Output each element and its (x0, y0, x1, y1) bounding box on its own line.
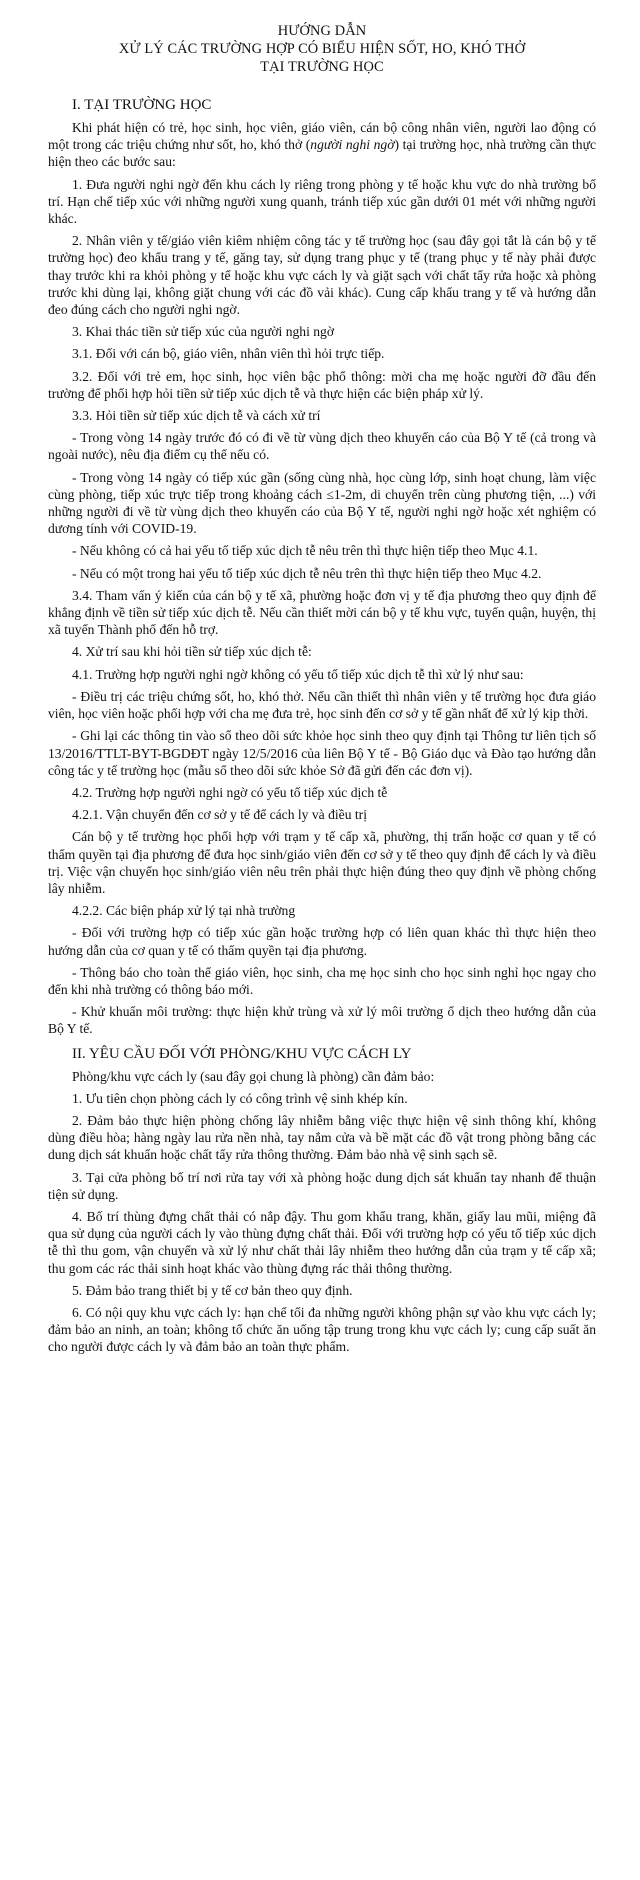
intro-text-b: ) tại trường học, nhà trường cần thực hiện theo các bước sau: (48, 137, 596, 170)
intro-text-a: Khi phát hiện có trẻ, học sinh, học viên, giáo viên, cán bộ công nhân viên, người lao động có một trong các triệu chứng như sốt, ho, khó thở ( (48, 120, 596, 153)
paragraph-4: 4. Xử trí sau khi hỏi tiền sử tiếp xúc dịch tễ: (72, 644, 312, 660)
section-2-paragraph-2: 2. Đảm bảo thực hiện phòng chống lây nhiễm bằng việc thực hiện vệ sinh thông khí, không dùng điều hòa; hàng ngày lau rửa nền nhà, tay nắm cửa và bề mặt các đồ vật trong phòng bằng các dung dịch sát khuẩn hoặc chất tẩy rửa thông thường. Đảm bảo nhà vệ sinh sạch sẽ. (48, 1112, 596, 1163)
section-1-intro (48, 119, 596, 171)
paragraph-4-1: 4.1. Trường hợp người nghi ngờ không có yếu tố tiếp xúc dịch tễ thì xử lý như sau: (72, 666, 524, 682)
section-2-paragraph-6: 6. Có nội quy khu vực cách ly: hạn chế tối đa những người không phận sự vào khu vực cách ly; đảm bảo an ninh, an toàn; không tổ chức ăn uống tập trung trong khu vực cách ly; cung cấp suất ăn cho người được cách ly và đảm bảo an toàn thực phẩm. (48, 1304, 596, 1355)
paragraph-3-2: 3.2. Đối với trẻ em, học sinh, học viên bậc phổ thông: mời cha mẹ hoặc người đỡ đầu đến trường để phối hợp hỏi tiền sử tiếp xúc dịch tễ và thực hiện các biện pháp xử lý. (48, 368, 596, 401)
intro-emphasis: người nghi ngờ (310, 137, 395, 153)
paragraph-1: 1. Đưa người nghi ngờ đến khu cách ly riêng trong phòng y tế hoặc khu vực do nhà trường bố trí. Hạn chế tiếp xúc với những người xung quanh, tránh tiếp xúc gần dưới 01 mét với những người khác. (48, 176, 596, 227)
paragraph-4-1-a: - Điều trị các triệu chứng sốt, ho, khó thở. Nếu cần thiết thì nhân viên y tế trường học đưa giáo viên, học viên hoặc phối hợp với cha mẹ đưa trẻ, học sinh đến cơ sở y tế gần nhất để xử lý kịp thời. (48, 688, 596, 722)
paragraph-4-1-b: - Ghi lại các thông tin vào sổ theo dõi sức khỏe học sinh theo quy định tại Thông tư liên tịch số 13/2016/TTLT-BYT-BGDĐT ngày 12/5/2016 của liên Bộ Y tế - Bộ Giáo dục và Đào tạo hướng dẫn công tác y tế trường học (mẫu sổ theo dõi sức khỏe Sở đã gửi đến các đơn vị). (48, 728, 596, 778)
document-title (48, 22, 596, 76)
paragraph-4-2-1: 4.2.1. Vận chuyển đến cơ sở y tế để cách ly và điều trị (72, 807, 367, 823)
paragraph-3-3-d: - Nếu có một trong hai yếu tố tiếp xúc dịch tễ nêu trên thì thực hiện tiếp theo Mục 4.2. (72, 565, 542, 581)
paragraph-4-2-1-a: Cán bộ y tế trường học phối hợp với trạm y tế cấp xã, phường, thị trấn hoặc cơ quan y tế có thẩm quyền tại địa phương để đưa học sinh/giáo viên đến cơ sở y tế theo quy định để cách ly và điều trị. Việc vận chuyển học sinh/giáo viên nêu trên phải thực hiện đúng theo quy định về phòng chống lây nhiễm. (48, 829, 596, 896)
title-line-1: HƯỚNG DẪN (277, 23, 367, 39)
paragraph-3-3: 3.3. Hỏi tiền sử tiếp xúc dịch tễ và cách xử trí (72, 408, 321, 424)
section-2-paragraph-5: 5. Đảm bảo trang thiết bị y tế cơ bản theo quy định. (72, 1282, 353, 1298)
section-2-paragraph-1: 1. Ưu tiên chọn phòng cách ly có công trình vệ sinh khép kín. (72, 1090, 408, 1106)
section-2-intro: Phòng/khu vực cách ly (sau đây gọi chung là phòng) cần đảm bảo: (72, 1068, 435, 1084)
paragraph-3-3-a: - Trong vòng 14 ngày trước đó có đi về từ vùng dịch theo khuyến cáo của Bộ Y tế (cả trong và ngoài nước), nêu địa điểm cụ thể nếu có. (48, 430, 596, 463)
paragraph-3-4: 3.4. Tham vấn ý kiến của cán bộ y tế xã, phường hoặc đơn vị y tế địa phương theo quy định để khẳng định về tiền sử tiếp xúc dịch tễ. Nếu cần thiết mời cán bộ y tế khu vực, tuyến quận, huyện, thị xã tuyến Thành phố đến hỗ trợ. (48, 587, 596, 638)
title-line-3: TẠI TRƯỜNG HỌC (260, 59, 384, 75)
paragraph-3-1: 3.1. Đối với cán bộ, giáo viên, nhân viên thì hỏi trực tiếp. (72, 346, 385, 362)
paragraph-4-2: 4.2. Trường hợp người nghi ngờ có yếu tố tiếp xúc dịch tễ (72, 784, 388, 800)
paragraph-3: 3. Khai thác tiền sử tiếp xúc của người nghi ngờ (72, 324, 335, 340)
paragraph-3-3-b: - Trong vòng 14 ngày có tiếp xúc gần (sống cùng nhà, học cùng lớp, sinh hoạt chung, làm việc cùng phòng, tiếp xúc trực tiếp trong khoảng cách ≤1-2m, di chuyển trên cùng phương tiện, ...) với những người đi về từ vùng dịch theo khuyến cáo của Bộ Y tế, người nghi ngờ hoặc xét nghiệm có dương tính với COVID-19. (48, 469, 596, 537)
paragraph-4-2-2-b: - Thông báo cho toàn thể giáo viên, học sinh, cha mẹ học sinh cho học sinh nghỉ học ngay cho đến khi nhà trường có thông báo mới. (48, 964, 596, 997)
paragraph-4-2-2: 4.2.2. Các biện pháp xử lý tại nhà trường (72, 903, 296, 919)
section-2-paragraph-3: 3. Tại cửa phòng bố trí nơi rửa tay với xà phòng hoặc dung dịch sát khuẩn tay nhanh để thuận tiện sử dụng. (48, 1169, 596, 1202)
section-2-heading: II. YÊU CẦU ĐỐI VỚI PHÒNG/KHU VỰC CÁCH LY (72, 1045, 412, 1062)
paragraph-4-2-2-c: - Khử khuẩn môi trường: thực hiện khử trùng và xử lý môi trường ổ dịch theo hướng dẫn của Bộ Y tế. (48, 1004, 596, 1037)
paragraph-3-3-c: - Nếu không có cả hai yếu tố tiếp xúc dịch tễ nêu trên thì thực hiện tiếp theo Mục 4.1. (72, 543, 538, 559)
title-line-2: XỬ LÝ CÁC TRƯỜNG HỢP CÓ BIỂU HIỆN SỐT, HO, KHÓ THỞ (118, 41, 526, 57)
section-1-heading: I. TẠI TRƯỜNG HỌC (72, 97, 212, 113)
paragraph-2: 2. Nhân viên y tế/giáo viên kiêm nhiệm công tác y tế trường học (sau đây gọi tắt là cán bộ y tế trường học) đeo khẩu trang y tế, găng tay, sử dụng trang phục y tế (trang phục y tế này phải được thay trước khi ra khỏi phòng y tế hoặc khu vực cách ly và giặt sạch với chất tẩy rửa hoặc xà phòng trước khi dùng lại, không giặt chung với các đồ vải khác). Cung cấp khẩu trang y tế và hướng dẫn đeo đúng cách cho người nghi ngờ. (48, 233, 596, 318)
section-2-paragraph-4: 4. Bố trí thùng đựng chất thải có nắp đậy. Thu gom khẩu trang, khăn, giấy lau mũi, miệng đã qua sử dụng của người cách ly vào thùng đựng chất thải. Đối với trường hợp có yếu tố tiếp xúc dịch tễ thì thu gom, vận chuyển và xử lý như chất thải lây nhiễm theo hướng dẫn của trạm y tế cấp xã; thu gom các rác thải sinh hoạt khác vào thùng đựng rác thải thông thường. (48, 1208, 596, 1276)
paragraph-4-2-2-a: - Đối với trường hợp có tiếp xúc gần hoặc trường hợp có liên quan khác thì thực hiện theo hướng dẫn của cơ quan y tế có thẩm quyền tại địa phương. (48, 925, 596, 958)
